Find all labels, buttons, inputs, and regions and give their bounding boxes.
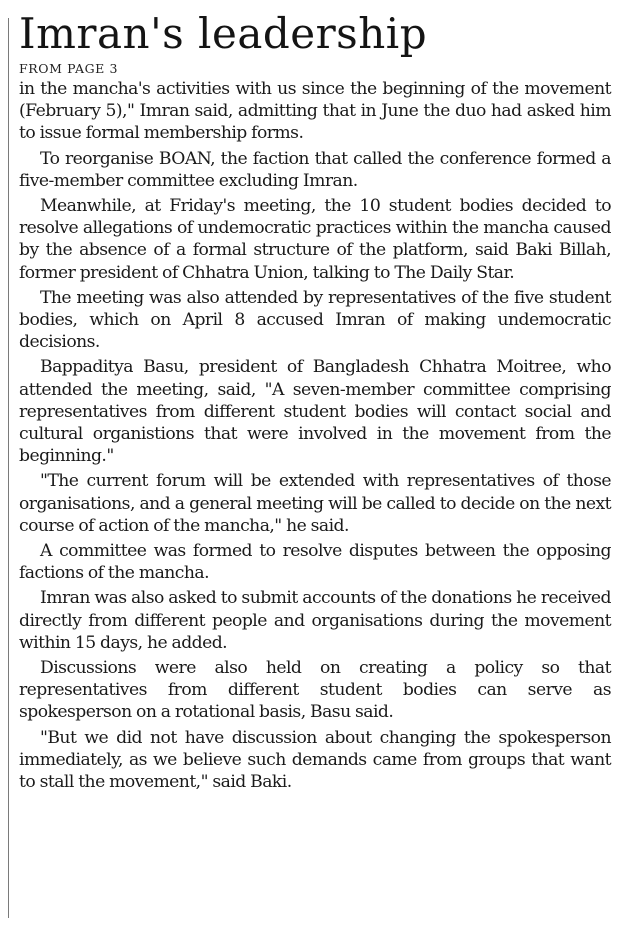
paragraph: Meanwhile, at Friday's meeting, the 10 student bodies decided to resolve allegations of undemocratic practices within the mancha caused by the absence of a formal structure of the platform, said Baki Billah, former president of Chhatra Union, talking to The Daily Star. bbox=[19, 196, 611, 283]
column-rule bbox=[8, 18, 9, 918]
article-body bbox=[19, 78, 611, 793]
paragraph: A committee was formed to resolve disputes between the opposing factions of the mancha. bbox=[19, 541, 611, 584]
paragraph: "The current forum will be extended with representatives of those organisations, and a general meeting will be called to decide on the next course of action of the mancha," he said. bbox=[19, 471, 611, 536]
paragraph: The meeting was also attended by representatives of the five student bodies, which on April 8 accused Imran of making undemocratic decisions. bbox=[19, 287, 611, 353]
paragraph: "But we did not have discussion about changing the spokesperson immediately, as we believe such demands came from groups that want to stall the movement," said Baki. bbox=[19, 727, 611, 793]
article-column bbox=[19, 8, 611, 796]
headline: Imran's leadership bbox=[19, 9, 428, 58]
paragraph: Imran was also asked to submit accounts of the donations he received directly from different people and organisations during the movement within 15 days, he added. bbox=[19, 588, 611, 653]
paragraph: Discussions were also held on creating a policy so that representatives from different student bodies can serve as spokesperson on a rotational basis, Basu said. bbox=[19, 658, 611, 723]
continued-from-label: FROM PAGE 3 bbox=[19, 61, 119, 76]
paragraph: To reorganise BOAN, the faction that called the conference formed a five-member committee excluding Imran. bbox=[19, 148, 611, 191]
paragraph: in the mancha's activities with us since the beginning of the movement (February 5)," Imran said, admitting that in June the duo had asked him to issue formal membership forms. bbox=[19, 79, 611, 144]
paragraph: Bappaditya Basu, president of Bangladesh Chhatra Moitree, who attended the meeting, said, "A seven-member committee comprising representatives from different student bodies will contact social and cultural organistions that were involved in the movement from the beginning." bbox=[19, 357, 611, 467]
